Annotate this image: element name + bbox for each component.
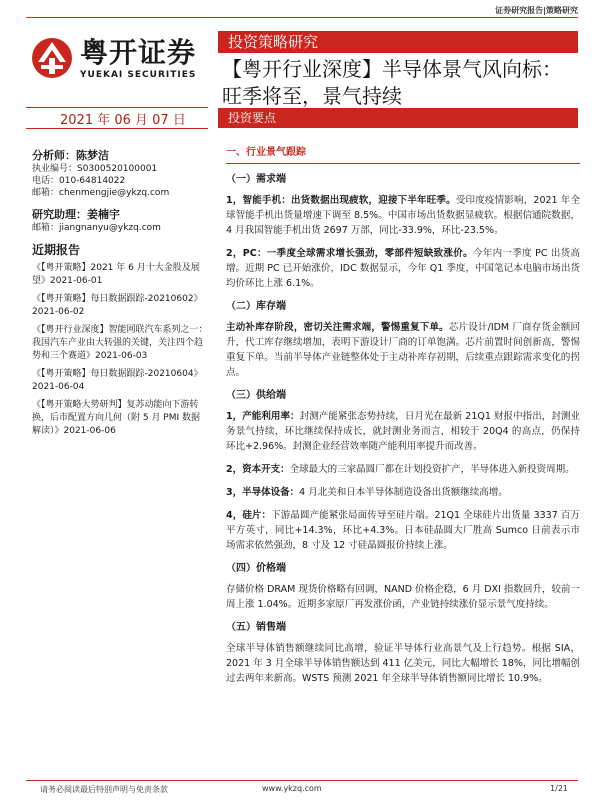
paragraph-lead: 4，硅片： xyxy=(226,510,272,521)
paragraph-capex xyxy=(226,462,580,477)
section-heading: 一、行业景气跟踪 xyxy=(226,145,580,164)
header-divider xyxy=(26,17,578,18)
paragraph-lead: 1，智能手机：出货数据出现疲软，迎接下半年旺季。 xyxy=(226,195,456,206)
assistant-email[interactable]: 邮箱：jiangnanyu@ykzq.com xyxy=(32,223,161,233)
subsection-sales: （五）销售端 xyxy=(226,622,286,633)
paragraph-text: 今年内一季度 PC 出货高增。近期 PC 已开始涨价，IDC 数据显示，今年 Q1 季度，中国笔记本电脑市场出货均价环比上涨 6.1%。 xyxy=(226,248,580,289)
paragraph-text: 受印度疫情影响，2021 年全球智能手机出货量增速下调至 8.5%。中国市场出货数据显疲软。根据信通院数据，4 月我国智能手机出货 2697 万部，同比-33.9%，环比-23.5%。 xyxy=(226,195,580,236)
paragraph-wafer xyxy=(226,508,580,553)
paragraph-inventory xyxy=(226,320,580,380)
report-title xyxy=(222,56,582,110)
paragraph-lead: 2，PC：一季度全球需求增长强劲，零部件短缺致涨价。 xyxy=(226,248,473,259)
paragraph-text: 4 月北美和日本半导体制造设备出货额继续高增。 xyxy=(299,487,508,498)
date-divider-bottom xyxy=(26,128,208,129)
paragraph-text: 下游晶圆产能紧张局面传导至硅片端。21Q1 全球硅片出货量 3337 百万平方英寸，同比+14.3%，环比+4.3%。日本硅晶圆大厂胜高 Sumco 日前表示市场需求依然强劲，8 寸及 12 寸硅晶圆报价持续上涨。 xyxy=(226,510,580,551)
footer-divider xyxy=(26,780,578,781)
section-banner: 投资要点 xyxy=(218,108,578,128)
recent-report-item[interactable]: 《【粤开策略】每日数据跟踪-20210604》2021-06-04 xyxy=(32,369,203,392)
lead-analyst: 分析师：陈梦洁 xyxy=(32,149,109,162)
paragraph-utilization xyxy=(226,409,580,454)
paragraph-text: 全球最大的三家晶圆厂都在计划投资扩产，半导体进入新投资周期。 xyxy=(289,464,575,475)
footer-website[interactable]: www.ykzq.com xyxy=(262,784,322,793)
lead-phone: 电话：010-64814022 xyxy=(32,176,126,186)
lead-email[interactable]: 邮箱：chenmengjie@ykzq.com xyxy=(32,188,170,198)
research-assistant: 研究助理：姜楠宇 xyxy=(32,208,120,221)
analyst-panel xyxy=(32,148,208,443)
paragraph-lead: 3，半导体设备： xyxy=(226,487,300,498)
footer-disclaimer[interactable]: 请务必阅读最后特别声明与免责条款 xyxy=(40,785,168,794)
report-title-line1: 【粤开行业深度】半导体景气风向标： xyxy=(222,57,562,81)
logo-mark-icon xyxy=(30,36,74,80)
report-date: 2021 年 06 月 07 日 xyxy=(60,113,186,128)
subsection-demand: （一）需求端 xyxy=(226,174,286,185)
date-divider-top xyxy=(26,107,208,108)
recent-report-item[interactable]: 《【粤开行业深度】智能网联汽车系列之一：我国汽车产业由大转强的关键，关注四个趋势和三个赛道》2021-06-03 xyxy=(32,325,208,361)
footer-page-number: 1/21 xyxy=(550,784,568,793)
paragraph-text: 封测产能紧张态势持续，日月光在最新 21Q1 财报中指出，封测业务景气持续，环比继续保持成长，就封测业务而言，相较于 20Q4 的高点，仍保持环比+2.96%。封测企业经营效率随产能利用率提升而改善。 xyxy=(226,411,580,452)
report-title-line2: 旺季将至，景气持续 xyxy=(222,84,402,108)
subsection-price: （四）价格端 xyxy=(226,563,286,574)
subsection-supply: （三）供给端 xyxy=(226,390,286,401)
paragraph-lead: 主动补库存阶段，密切关注需求端，警惕重复下单。 xyxy=(226,322,449,333)
logo-text-en: YUEKAI SECURITIES xyxy=(80,70,197,80)
recent-reports-heading: 近期报告 xyxy=(32,243,81,257)
recent-report-item[interactable]: 《【粤开策略】每日数据跟踪-20210602》2021-06-02 xyxy=(32,294,203,317)
paragraph-lead: 2，资本开支： xyxy=(226,464,290,475)
main-content xyxy=(226,145,580,694)
paragraph-smartphone xyxy=(226,193,580,238)
logo-text-cn: 粤开证券 xyxy=(80,36,197,69)
report-category: 投资策略研究 xyxy=(218,31,578,53)
paragraph-price: 存储价格 DRAM 现货价格略有回调，NAND 价格企稳，6 月 DXI 指数回升，较前一周上涨 1.04%。近期多家原厂再发涨价函，产业链持续涨价显示景气度持续。 xyxy=(226,584,580,610)
recent-report-item[interactable]: 《【粤开策略】2021 年 6 月十大金股及展望》2021-06-01 xyxy=(32,263,200,286)
header-tag: 证券研究报告|策略研究 xyxy=(495,6,578,15)
paragraph-pc xyxy=(226,246,580,291)
paragraph-equipment xyxy=(226,485,580,500)
paragraph-sales: 全球半导体销售额继续同比高增，验证半导体行业高景气及上行趋势。根据 SIA，2021 年 3 月全球半导体销售额达到 411 亿美元，同比大幅增长 18%，同比增幅创过去两年来新高。WSTS 预测 2021 年全球半导体销售额同比增长 10.9%。 xyxy=(226,643,580,684)
paragraph-lead: 1，产能利用率： xyxy=(226,411,300,422)
subsection-inventory: （二）库存端 xyxy=(226,301,286,312)
company-logo xyxy=(30,36,210,84)
recent-report-item[interactable]: 《【粤开策略大势研判】复苏动能向下游转换，后市配置方向几何（附 5 月 PMI 数据解读）》2021-06-06 xyxy=(32,400,201,436)
lead-license: 执业编号：S0300520100001 xyxy=(32,164,158,174)
paragraph-text: 芯片设计/IDM 厂商存货金额回升，代工库存继续增加，表明下游设计厂商的订单饱满。芯片前置时间创新高，警惕重复下单。当前半导体产业链整体处于主动补库存初期，后续重点跟踪需求变化的拐点。 xyxy=(226,322,580,378)
